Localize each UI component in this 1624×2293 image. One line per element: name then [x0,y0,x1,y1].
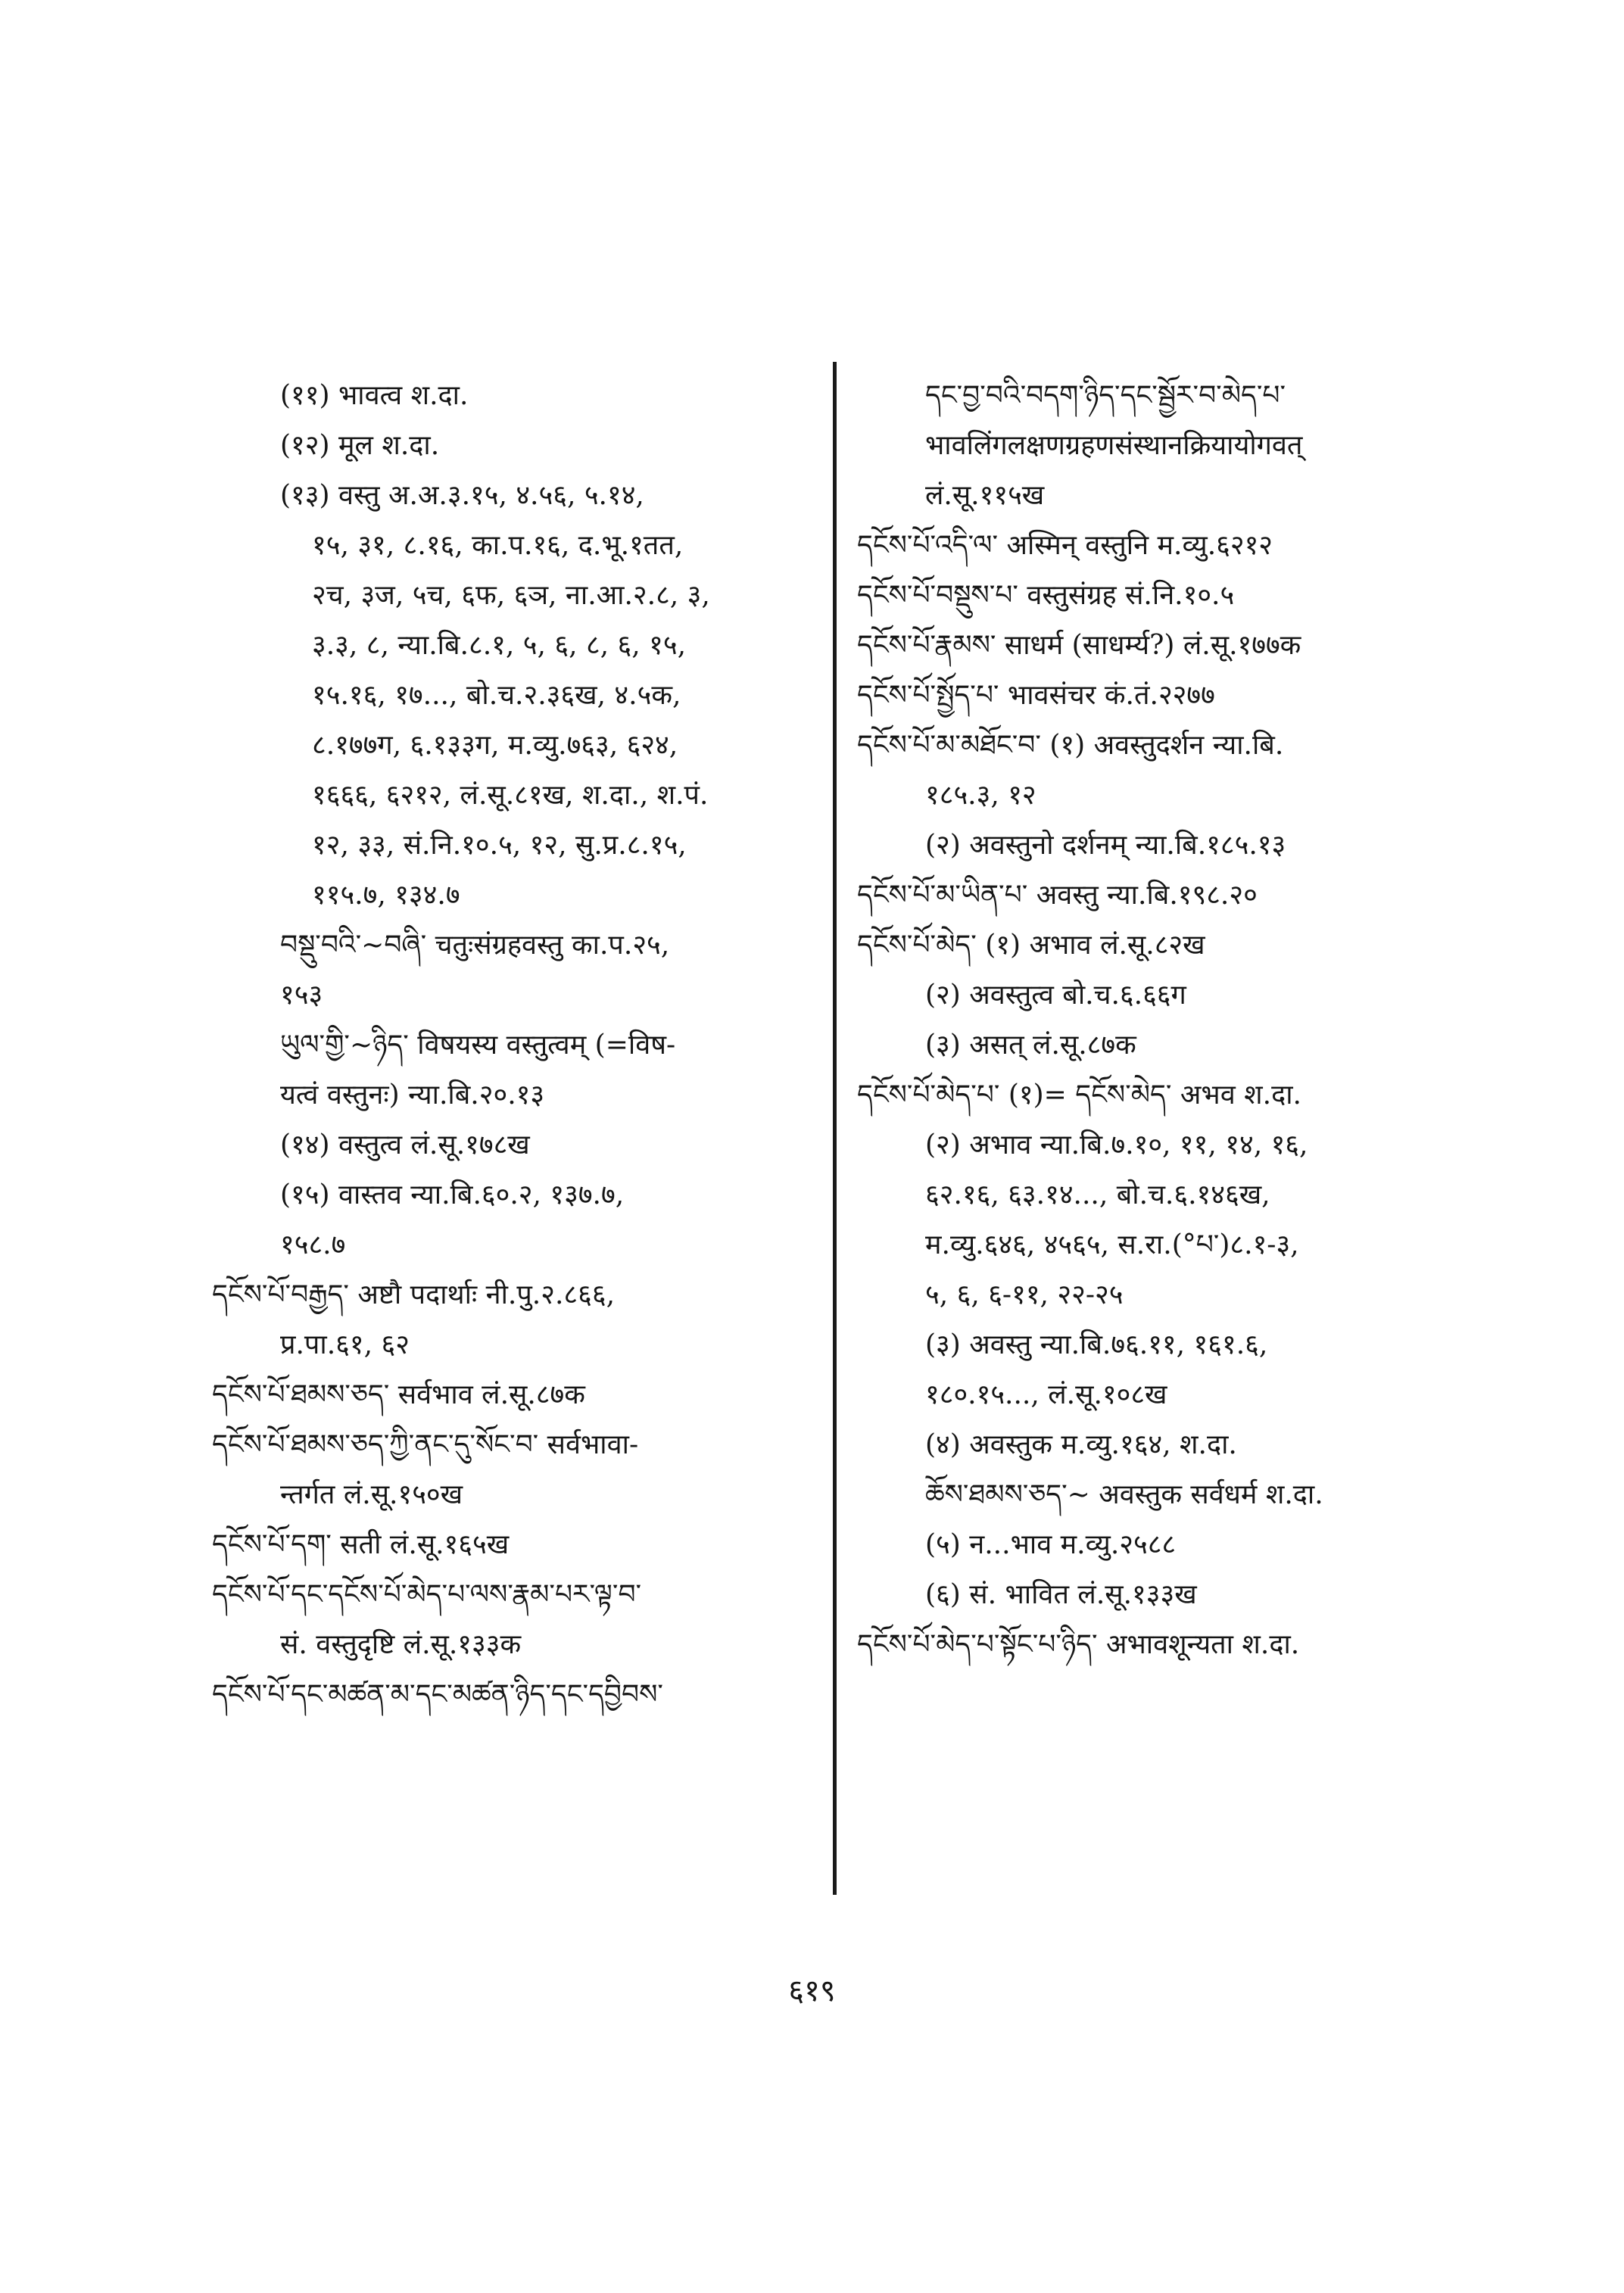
entry-line: དང་བྱ་བའི་བདག་ཉིད་དང་སྦྱོར་བ་མེད་པ་ [925,380,1286,411]
entry-line: དངོས་པོ་མེད་པ་སྟོང་པ་ཉིད་ अभावशून्यता श.दा. [857,1629,1300,1660]
entry-line: लं.सू.११५ख [925,480,1045,511]
entry-line: དངོས་པོ་མེད་པ་ (१)= དངོས་མེད་ अभव श.दा. [857,1080,1301,1111]
entry-line: དངོས་པོ་མ་ཡིན་པ་ अवस्तु न्या.बि.१९८.२० [857,880,1258,911]
entry-line: (३) अवस्तु न्या.बि.७६.११, १६१.६, [925,1329,1268,1360]
entry-line: १५.१६, १७..., बो.च.२.३६ख, ४.५क, [312,680,681,711]
right-column [857,371,1448,1670]
entry-line: དངོས་པོ་སྤྱོད་པ་ भावसंचर कं.तं.२२७७ [857,680,1215,711]
left-column [212,371,818,1720]
entry-line: १५३ [280,980,323,1011]
entry-line: ཡུལ་གྱི་~ཉིད་ विषयस्य वस्तुत्वम् (=विष- [280,1030,676,1061]
entry-line: यत्वं वस्तुनः) न्या.बि.२०.१३ [280,1080,545,1111]
entry-line: (५) न...भाव म.व्यु.२५८८ [925,1529,1177,1560]
entry-line: न्तर्गत लं.सू.१५०ख [280,1479,463,1510]
entry-line: २च, ३ज, ५च, ६फ, ६ञ, ना.आ.२.८, ३, [312,580,710,611]
page-number: ६१९ [788,1974,836,2008]
entry-line: १६६६, ६२१२, लं.सू.८१ख, श.दा., श.पं. [312,780,709,811]
entry-line: དངོས་པོ་དང་དངོས་པོ་མེད་པ་ལས་རྣམ་པར་ལྟ་བ་ [212,1579,642,1610]
entry-line: सं. वस्तुदृष्टि लं.सू.१३३क [280,1629,522,1660]
entry-line: དངོས་པོ་མེད་ (१) अभाव लं.सू.८२ख [857,930,1205,961]
entry-line: དངོས་པོ་བསྡུས་པ་ वस्तुसंग्रह सं.नि.१०.५ [857,580,1235,611]
entry-line: प्र.पा.६१, ६२ [280,1329,410,1360]
entry-line: ཆོས་ཐམས་ཅད་~ अवस्तुक सर्वधर्म श.दा. [925,1479,1323,1510]
entry-line: དངོས་པོ་ཐམས་ཅད་ सर्वभाव लं.सू.८७क [212,1379,585,1410]
entry-line: १५, ३१, ८.१६, का.प.१६, द.भू.१तत, [312,530,684,561]
entry-line: ११५.७, १३४.७ [312,880,460,911]
entry-line: भावलिंगलक्षणग्रहणसंस्थानक्रियायोगवत् [925,430,1303,461]
entry-line: དངོས་པོ་དག་ सती लं.सू.१६५ख [212,1529,510,1560]
entry-line: (६) सं. भावित लं.सू.१३३ख [925,1579,1197,1610]
entry-line: (११) भावत्व श.दा. [280,380,469,411]
entry-line: (१४) वस्तुत्व लं.सू.१७८ख [280,1129,530,1161]
entry-line: १५८.७ [280,1229,346,1260]
entry-line: (२) अवस्तुत्व बो.च.६.६६ग [925,980,1186,1011]
entry-line: དངོས་པོ་འདི་ལ་ अस्मिन् वस्तुनि म.व्यु.६२१२ [857,530,1273,561]
entry-line: དངོས་པོ་མ་མཐོང་བ་ (१) अवस्तुदर्शन न्या.बि. [857,730,1284,761]
entry-line: ६२.१६, ६३.१४..., बो.च.६.१४६ख, [925,1179,1270,1210]
entry-line: (१२) मूल श.दा. [280,430,440,461]
entry-line: ५, ६, ६-११, २२-२५ [925,1279,1124,1310]
entry-line: (२) अभाव न्या.बि.७.१०, ११, १४, १६, [925,1129,1308,1161]
entry-line: १२, ३३, सं.नि.१०.५, १२, सु.प्र.८.१५, [312,830,687,861]
entry-line: (३) असत् लं.सू.८७क [925,1030,1136,1061]
entry-line: ३.३, ८, न्या.बि.८.१, ५, ६, ८, ६, १५, [312,630,687,661]
entry-line: བསྡུ་བའི་~བཞི་ चतुःसंग्रहवस्तु का.प.२५, [280,930,670,961]
entry-line: དངོས་པོ་ཐམས་ཅད་ཀྱི་ནང་དུ་སོང་བ་ सर्वभावा- [212,1429,639,1460]
entry-line: (२) अवस्तुनो दर्शनम् न्या.बि.१८५.१३ [925,830,1286,861]
entry-line: १८०.१५..., लं.सू.१०८ख [925,1379,1167,1410]
column-divider [833,362,837,1895]
entry-line: དངོས་པོ་རྣམས་ साधर्म (साधर्म्य?) लं.सू.१७७क [857,630,1301,661]
entry-line: (४) अवस्तुक म.व्यु.१६४, श.दा. [925,1429,1237,1460]
entry-line: (१३) वस्तु अ.अ.३.१५, ४.५६, ५.१४, [280,480,644,511]
entry-line: དངོས་པོ་བརྒྱད་ अष्टौ पदार्थाः नी.पु.२.८६६, [212,1279,616,1310]
entry-line: म.व्यु.६४६, ४५६५, स.रा.(°པ་)८.१-३, [925,1229,1299,1260]
entry-line: १८५.३, १२ [925,780,1036,811]
entry-line: (१५) वास्तव न्या.बि.६०.२, १३७.७, [280,1179,625,1210]
entry-line: ८.१७७ग, ६.१३३ग, म.व्यु.७६३, ६२४, [312,730,678,761]
entry-line: དངོས་པོ་དང་མཚན་མ་དང་མཚན་ཉིད་དང་དབྱིབས་ [212,1679,663,1710]
